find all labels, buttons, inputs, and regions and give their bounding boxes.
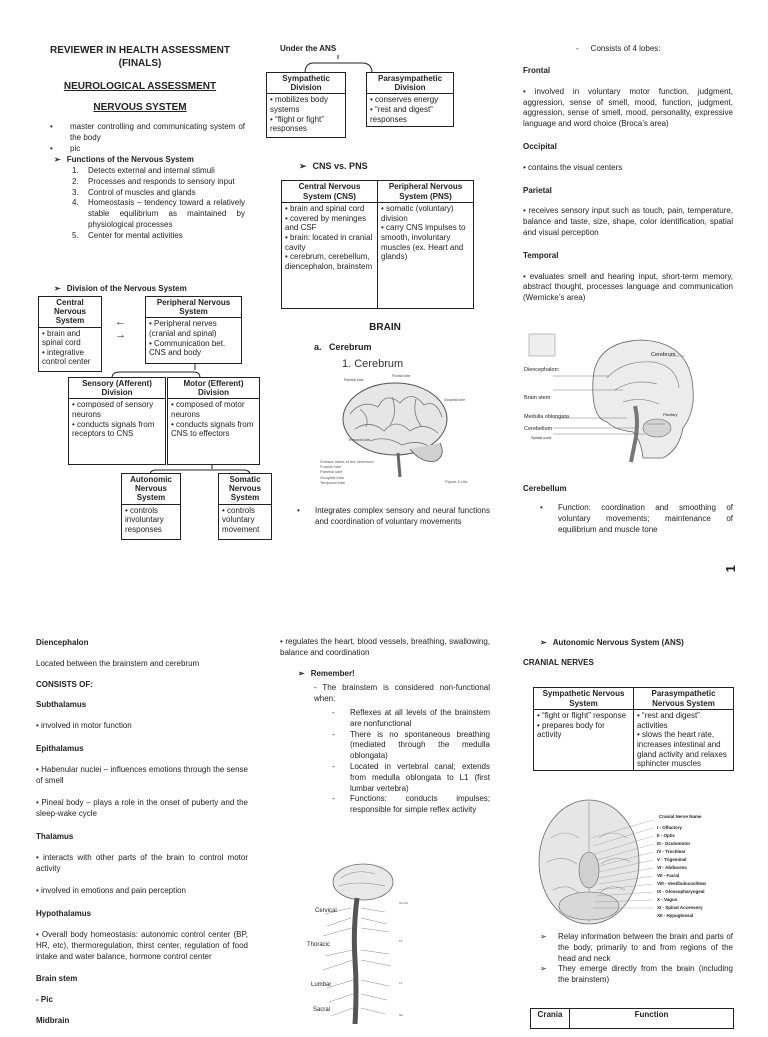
title-line-2: (FINALS) (118, 58, 162, 69)
ans-under-heading: Under the ANS (280, 44, 337, 53)
lobes-intro: - Consists of 4 lobes: (576, 44, 661, 53)
lobe-name: Frontal (523, 66, 551, 75)
table-header: Crania (531, 1009, 570, 1029)
diencephalon-text: Located between the brainstem and cerebrum (36, 658, 200, 668)
table-header: Function (570, 1009, 734, 1029)
arrow-bullet-icon: ➢ (299, 161, 307, 171)
table-cell: • brain and spinal cord • covered by meninges and CSF • brain: located in cranial cavity • cerebrum, cerebellum, diencephalon, brainstem (282, 203, 378, 309)
cranial-nerve-bullets (540, 932, 733, 986)
cerebellum-heading: Cerebellum (523, 484, 567, 493)
ans-connector-lines (290, 55, 420, 73)
cranial-nerve-function-table (530, 1008, 734, 1029)
table-header: Peripheral Nervous System (PNS) (378, 181, 474, 203)
table-cell: • “rest and digest” activities • slows the heart rate, increases intestinal and gland activity and relaxes sphincter muscles (634, 710, 734, 771)
table-header: Central Nervous System (CNS) (282, 181, 378, 203)
cranial-nerves-heading: CRANIAL NERVES (523, 658, 594, 667)
epithalamus-heading: Epithalamus (36, 743, 84, 753)
cns-box: Central Nervous System • brain and spinal cord • integrative control center (38, 296, 102, 372)
svg-text:S2: S2 (399, 1013, 403, 1017)
list-item: 4. Homeostasis – tendency toward a relatively stable equilibrium as maintained by physiological processes (72, 198, 245, 229)
subthalamus-text: • involved in motor function (36, 721, 132, 731)
remember-intro: - The brainstem is considered non-functional when: (314, 683, 490, 703)
list-item: - Located in vertebral canal; extends from medulla oblongata to L1 (first lumbar vertebra) (332, 761, 490, 793)
midbrain-heading: Midbrain (36, 1015, 70, 1025)
figure-label: Diencephalon: (524, 367, 560, 373)
arrow-bullet-icon: ➢ (54, 155, 61, 164)
lobe-name: Occipital (523, 141, 557, 151)
title-line-1: REVIEWER IN HEALTH ASSESSMENT (49, 45, 230, 56)
list-item: - There is no spontaneous breathing (mediated through the medulla oblongata) (332, 729, 490, 761)
pic-placeholder: - Pic (36, 995, 53, 1005)
thalamus-text: • interacts with other parts of the brain to control motor activity (36, 852, 248, 873)
figure-label: Cerebrum (651, 352, 676, 358)
list-item: ➢ Relay information between the brain and parts of the body, primarily to and from regions of the head and neck (540, 932, 733, 963)
svg-text:Frontal lobe: Frontal lobe (392, 374, 411, 378)
svg-text:L1: L1 (399, 981, 403, 985)
thalamus-heading: Thalamus (36, 831, 74, 841)
sensory-division-box: Sensory (Afferent) Division • composed of sensory neurons • conducts signals from receptors to CNS (68, 377, 166, 465)
figure-label: Cerebellum (524, 426, 553, 432)
brainstem-heading: Brain stem (36, 974, 78, 984)
functions-list (70, 166, 245, 242)
brain-heading: BRAIN (369, 322, 401, 333)
thalamus-text: • involved in emotions and pain perception (36, 886, 187, 896)
lobe-name: Temporal (523, 250, 559, 260)
pns-box: Peripheral Nervous System • Peripheral nerves (cranial and spinal) • Communication bet. CNS and body (145, 296, 242, 364)
list-item: 2. Processes and responds to sensory input (72, 176, 235, 186)
figure-label: Pituitary (663, 412, 678, 417)
spine-label: Thoracic (307, 942, 331, 948)
table-cell: • somatic (voluntary) division • carry CNS impulses to smooth, involuntary muscles (ex. Heart and glands) (378, 203, 474, 309)
figure-legend: Surface lobes of the cerebrum Frontal lobe Parietal lobe Occipital lobe Temporal lobe (320, 459, 374, 485)
document-title (30, 44, 250, 70)
sympathetic-division-box: Sympathetic Division • mobilizes body systems • “flight or fight” responses (266, 72, 346, 138)
list-item: • Function: coordination and smoothing of voluntary movements; maintenance of equilibrium and muscle tone (540, 503, 733, 534)
cranial-nerve-list: I - Olfactory II - Optic III - Oculomotor IV - Trochlear V - Trigeminal VI - Abducens VII - Facial VIII - Vestibulocochlear IX - Glossopharyngeal X - Vagus XI - Spinal Accessory XII - Hypoglossal (657, 825, 707, 918)
cerebrum-heading: a. Cerebrum (314, 342, 372, 352)
list-item: - Reflexes at all levels of the brainstem are nonfunctional (332, 708, 490, 728)
hypothalamus-text: • Overall body homeostasis: autonomic control center (BP, HR, etc), thermoregulation, thirst center, regulation of food intake and water balance, hormone control center (36, 929, 248, 961)
cns-vs-pns-heading: ➢ CNS vs. PNS (299, 161, 368, 171)
list-item: • Integrates complex sensory and neural functions and coordination of voluntary movements (297, 506, 490, 526)
spinal-cord-figure (305, 860, 485, 1024)
intro-bullets (52, 122, 245, 154)
cerebrum-figure (300, 355, 490, 490)
figure-label: Brain stem: (524, 395, 552, 401)
lobe-description: • receives sensory input such as touch, pain, temperature, balance and taste, size, shape, color identification, spatial and visual perception (523, 206, 733, 237)
figure-label: Spinal cord (531, 435, 552, 440)
diencephalon-heading: Diencephalon (36, 638, 89, 647)
svg-text:C1-C4: C1-C4 (399, 901, 408, 905)
functions-heading: ➢ Functions of the Nervous System (54, 155, 194, 164)
spine-label: Cervical (315, 908, 337, 914)
cerebellum-bullets (540, 503, 733, 535)
parasympathetic-division-box: Parasympathetic Division • conserves energy • “rest and digest” responses (366, 72, 454, 127)
list-item: 3. Control of muscles and glands (72, 187, 196, 197)
spine-label: Lumbar (311, 982, 332, 988)
ans-comparison-table (533, 687, 734, 771)
hypothalamus-heading: Hypothalamus (36, 909, 92, 919)
remember-list (332, 708, 490, 816)
svg-text:Occipital lobe: Occipital lobe (444, 398, 466, 402)
table-header: Parasympathetic Nervous System (634, 688, 734, 710)
cerebrum-bullets (297, 506, 490, 528)
autonomic-box: Autonomic Nervous System • controls involuntary responses (121, 473, 181, 540)
list-item: • master controlling and communicating system of the body (50, 122, 245, 142)
bidirectional-arrow-icon: ← → (115, 316, 126, 342)
subthalamus-heading: Subthalamus (36, 700, 87, 710)
svg-text:Temporal lobe: Temporal lobe (348, 438, 370, 442)
lobe-description: • evaluates smell and hearing input, short-term memory, abstract thought, processes language and communication (Wernicke’s area) (523, 271, 733, 303)
sagittal-brain-figure (523, 332, 713, 468)
cranial-nerves-figure (533, 798, 733, 926)
figure-title: 1. Cerebrum (342, 358, 404, 370)
consists-heading: CONSISTS OF: (36, 679, 93, 689)
table-cell: • “fight or flight” response • prepares body for activity (534, 710, 634, 771)
figure-caption: Figure 8.10a (445, 479, 468, 484)
svg-text:T1: T1 (399, 939, 403, 943)
section-heading: NEUROLOGICAL ASSESSMENT (63, 81, 217, 92)
epithalamus-text: • Habenular nuclei – influences emotions through the sense of smell (36, 764, 248, 785)
remember-heading: ➢ Remember! (298, 669, 355, 678)
epithalamus-text: • Pineal body – plays a role in the onset of puberty and the sleep-wake cycle (36, 798, 248, 819)
lobe-description: • involved in voluntary motor function, judgment, aggression, sense of smell, mood, function, judgment, aggression, sense of smell, mood, personality, expressive language and word choice (Broca’s area) (523, 86, 733, 129)
list-item: 5. Center for mental activities (72, 230, 183, 240)
arrow-bullet-icon: ➢ (54, 284, 61, 293)
arrow-bullet-icon: ➢ (540, 964, 547, 974)
figure-label: Medulla oblongata (524, 414, 569, 420)
ans-heading: ➢ Autonomic Nervous System (ANS) (540, 638, 684, 647)
list-item: - Functions: conducts impulses; responsible for simple reflex activity (332, 794, 490, 815)
subsection-heading: NERVOUS SYSTEM (93, 102, 187, 113)
brainstem-function-text: • regulates the heart, blood vessels, breathing, swallowing, balance and coordination (280, 637, 490, 657)
svg-text:Parietal lobe: Parietal lobe (344, 378, 364, 382)
list-item: • pic (50, 143, 81, 153)
spinal-cord-illustration (305, 860, 485, 1024)
motor-division-box: Motor (Efferent) Division • composed of motor neurons • conducts signals from CNS to effectors (167, 377, 260, 465)
cranial-nerve-list-title: Cranial Nerve Name (659, 814, 702, 819)
lobes-section (523, 66, 733, 313)
table-header: Sympathetic Nervous System (534, 688, 634, 710)
division-heading: ➢ Division of the Nervous System (54, 284, 187, 293)
lobe-description: • contains the visual centers (523, 162, 623, 172)
spine-label: Sacral (313, 1007, 331, 1013)
lobe-name: Parietal (523, 185, 552, 195)
arrow-bullet-icon: ➢ (298, 669, 305, 678)
cns-vs-pns-table (281, 180, 474, 309)
arrow-bullet-icon: ➢ (540, 932, 547, 941)
page-number: 1 (722, 565, 738, 573)
list-item: 1. Detects external and internal stimuli (72, 166, 215, 175)
diencephalon-section (36, 638, 248, 1037)
arrow-bullet-icon: ➢ (540, 638, 547, 647)
list-item: ➢ They emerge directly from the brain (including the brainstem) (540, 964, 733, 985)
somatic-box: Somatic Nervous System • controls voluntary movement (218, 473, 272, 540)
